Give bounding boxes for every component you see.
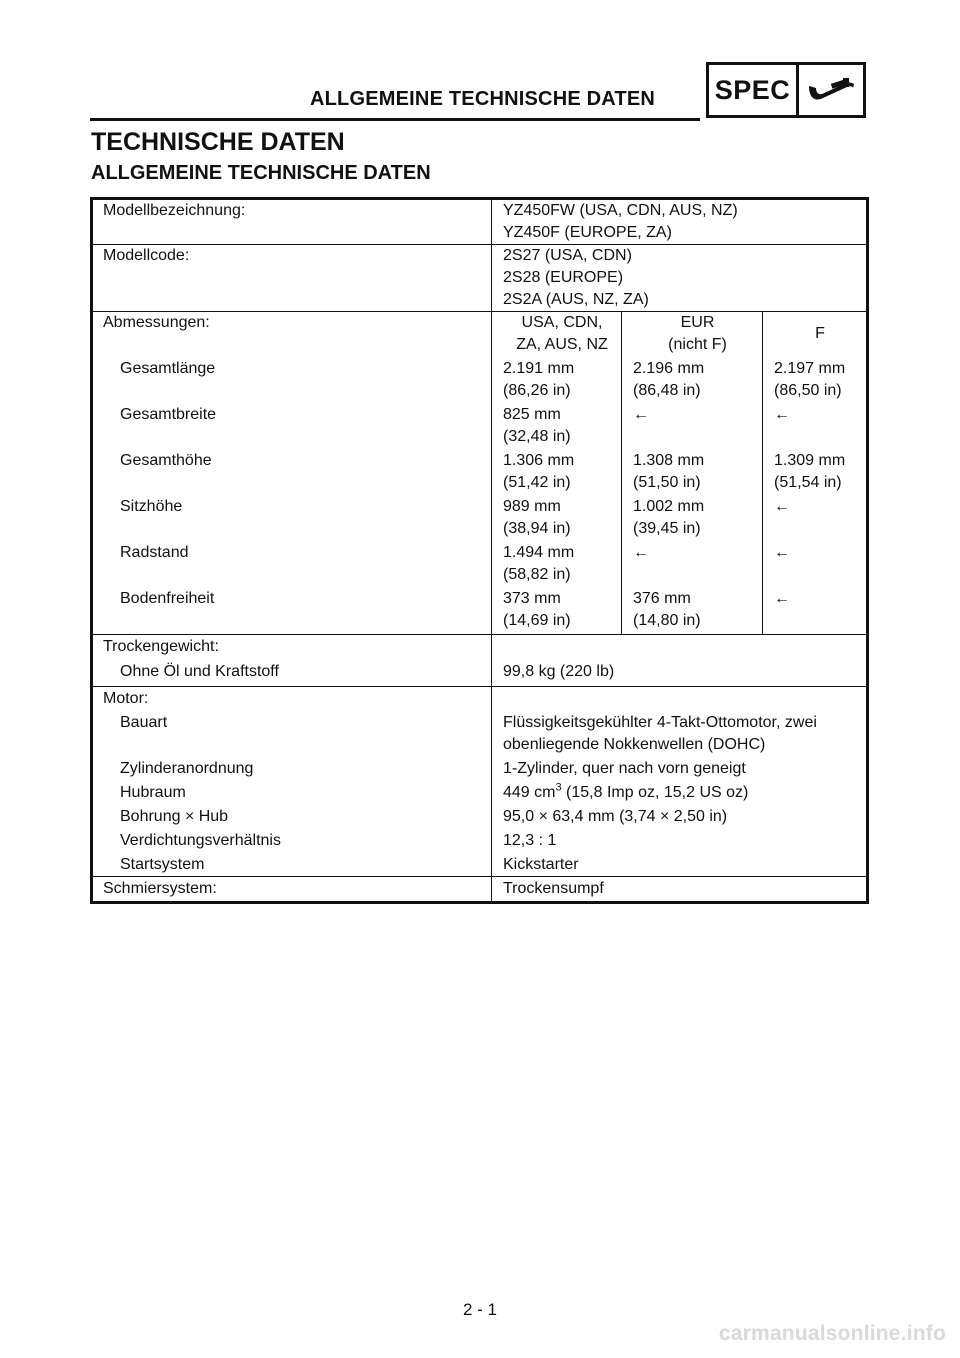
displacement-conversion: (15,8 Imp oz, 15,2 US oz)	[561, 784, 749, 801]
cell-line: (51,50 in)	[633, 474, 701, 491]
cell-line: 1.494 mm	[503, 544, 575, 561]
row-label	[92, 542, 492, 588]
wrench-icon	[799, 65, 863, 115]
column-header-line: ZA, AUS, NZ	[516, 336, 608, 353]
cell	[622, 450, 763, 496]
dry-weight-value: 99,8 kg (220 lb)	[503, 663, 615, 680]
cell-line: ←	[774, 406, 790, 423]
row-label	[92, 404, 492, 450]
row-label	[92, 358, 492, 404]
dim-label: Sitzhöhe	[120, 498, 183, 515]
cell-line: ←	[633, 406, 649, 423]
code-value-line: 2S27 (USA, CDN)	[503, 247, 632, 264]
engine-value-line: 1-Zylinder, quer nach vorn geneigt	[503, 760, 746, 777]
column-header	[763, 312, 868, 359]
cell	[763, 496, 868, 542]
cell	[763, 450, 868, 496]
engine-row-label: Startsystem	[120, 856, 205, 873]
cell-line: 1.308 mm	[633, 452, 705, 469]
dim-label: Bodenfreiheit	[120, 590, 215, 607]
cell	[492, 450, 622, 496]
table-row	[92, 804, 868, 828]
row-label: Schmiersystem:	[92, 877, 492, 903]
row-label: Modellcode:	[92, 245, 492, 312]
cell-line: 376 mm	[633, 590, 691, 607]
column-header-line: (nicht F)	[668, 336, 727, 353]
dry-weight-label: Trockengewicht:	[103, 638, 219, 655]
cell	[622, 358, 763, 404]
displacement-value: 449 cm	[503, 784, 556, 801]
engine-row-label: Zylinderanordnung	[120, 760, 254, 777]
table-row	[92, 588, 868, 635]
cell-line: 825 mm	[503, 406, 561, 423]
running-header-title: ALLGEMEINE TECHNISCHE DATEN	[310, 88, 656, 110]
row-value	[492, 756, 868, 780]
cell	[622, 404, 763, 450]
cell-line: (14,69 in)	[503, 612, 571, 629]
cell-line: 2.196 mm	[633, 360, 705, 377]
row-value	[492, 199, 868, 245]
row-value	[492, 828, 868, 852]
table-row	[92, 635, 868, 687]
cell	[763, 588, 868, 635]
cell	[492, 358, 622, 404]
table-row	[92, 542, 868, 588]
row-label: Modellbezeichnung:	[92, 199, 492, 245]
page-title: TECHNISCHE DATEN	[91, 128, 345, 156]
row-value	[492, 804, 868, 828]
table-row	[92, 710, 868, 756]
dim-label: Gesamthöhe	[120, 452, 212, 469]
engine-label: Motor:	[103, 690, 149, 707]
table-row	[92, 828, 868, 852]
column-header-line: USA, CDN,	[521, 314, 603, 331]
cell	[492, 588, 622, 635]
table-row	[92, 312, 868, 359]
engine-row-label: Bohrung × Hub	[120, 808, 229, 825]
row-label	[92, 780, 492, 804]
cell	[492, 404, 622, 450]
watermark: carmanualsonline.info	[718, 1322, 946, 1345]
cell-line: (58,82 in)	[503, 566, 571, 583]
row-label	[92, 496, 492, 542]
table-row	[92, 877, 868, 903]
table-row	[92, 852, 868, 877]
row-value	[492, 245, 868, 312]
cell	[622, 542, 763, 588]
cell-line: (51,54 in)	[774, 474, 842, 491]
cell	[763, 404, 868, 450]
row-label	[92, 710, 492, 756]
dim-label: Gesamtbreite	[120, 406, 217, 423]
table-row	[92, 199, 868, 245]
model-value-line: YZ450F (EUROPE, ZA)	[503, 224, 672, 241]
cell-line: (32,48 in)	[503, 428, 571, 445]
dry-weight-sub-label: Ohne Öl und Kraftstoff	[120, 663, 279, 680]
row-value	[492, 687, 868, 711]
cell-line: (51,42 in)	[503, 474, 571, 491]
cell-line: ←	[774, 544, 790, 561]
engine-value-line: 95,0 × 63,4 mm (3,74 × 2,50 in)	[503, 808, 728, 825]
engine-row-label: Verdichtungsverhältnis	[120, 832, 281, 849]
table-row	[92, 450, 868, 496]
page-number: 2 - 1	[462, 1300, 498, 1319]
cell-line: 1.002 mm	[633, 498, 705, 515]
code-value-line: 2S28 (EUROPE)	[503, 269, 624, 286]
dim-label: Gesamtlänge	[120, 360, 216, 377]
cell-line: (86,48 in)	[633, 382, 701, 399]
cell-line: 2.197 mm	[774, 360, 846, 377]
row-value	[492, 710, 868, 756]
cell-line: 1.309 mm	[774, 452, 846, 469]
section-title: ALLGEMEINE TECHNISCHE DATEN	[91, 162, 431, 184]
cell-line: ←	[633, 544, 649, 561]
column-header-line: F	[815, 325, 825, 342]
row-label: Abmessungen:	[92, 312, 492, 359]
cell-line: 989 mm	[503, 498, 561, 515]
table-row	[92, 496, 868, 542]
table-row	[92, 245, 868, 312]
cell-line: 1.306 mm	[503, 452, 575, 469]
table-row	[92, 780, 868, 804]
code-value-line: 2S2A (AUS, NZ, ZA)	[503, 291, 649, 308]
cell-line: (14,80 in)	[633, 612, 701, 629]
engine-value-line: Flüssigkeitsgekühlter 4-Takt-Ottomotor, zwei	[503, 714, 817, 731]
table-row	[92, 687, 868, 711]
row-label	[92, 450, 492, 496]
row-value	[492, 852, 868, 877]
header-rule	[90, 118, 700, 121]
cell	[622, 496, 763, 542]
dim-label: Radstand	[120, 544, 189, 561]
table-row	[92, 404, 868, 450]
cell	[492, 542, 622, 588]
engine-value-line: 12,3 : 1	[503, 832, 557, 849]
table-row	[92, 756, 868, 780]
spec-badge	[706, 62, 866, 118]
displacement-exponent: 3	[555, 781, 562, 794]
cell	[763, 358, 868, 404]
cell	[492, 496, 622, 542]
engine-value-line: Kickstarter	[503, 856, 579, 873]
row-value	[492, 780, 868, 804]
row-label	[92, 756, 492, 780]
row-value: Trockensumpf	[492, 877, 868, 903]
column-header-line: EUR	[680, 314, 715, 331]
cell	[763, 542, 868, 588]
engine-row-label: Hubraum	[120, 784, 186, 801]
column-header	[622, 312, 763, 359]
row-label	[92, 828, 492, 852]
model-value-line: YZ450FW (USA, CDN, AUS, NZ)	[503, 202, 738, 219]
cell-line: ←	[774, 590, 790, 607]
row-label	[92, 588, 492, 635]
row-label	[92, 804, 492, 828]
table-row	[92, 358, 868, 404]
cell-line: (86,26 in)	[503, 382, 571, 399]
cell-line: ←	[774, 498, 790, 515]
engine-value-line: obenliegende Nokkenwellen (DOHC)	[503, 736, 766, 753]
cell-line: 373 mm	[503, 590, 561, 607]
row-label	[92, 852, 492, 877]
cell-line: (86,50 in)	[774, 382, 842, 399]
spec-badge-text: SPEC	[709, 65, 799, 115]
cell-line: (39,45 in)	[633, 520, 701, 537]
row-value	[492, 635, 868, 687]
engine-row-label: Bauart	[120, 714, 168, 731]
cell	[622, 588, 763, 635]
cell-line: 2.191 mm	[503, 360, 575, 377]
spec-table	[90, 197, 869, 904]
column-header	[492, 312, 622, 359]
cell-line: (38,94 in)	[503, 520, 571, 537]
row-label	[92, 635, 492, 687]
row-label	[92, 687, 492, 711]
